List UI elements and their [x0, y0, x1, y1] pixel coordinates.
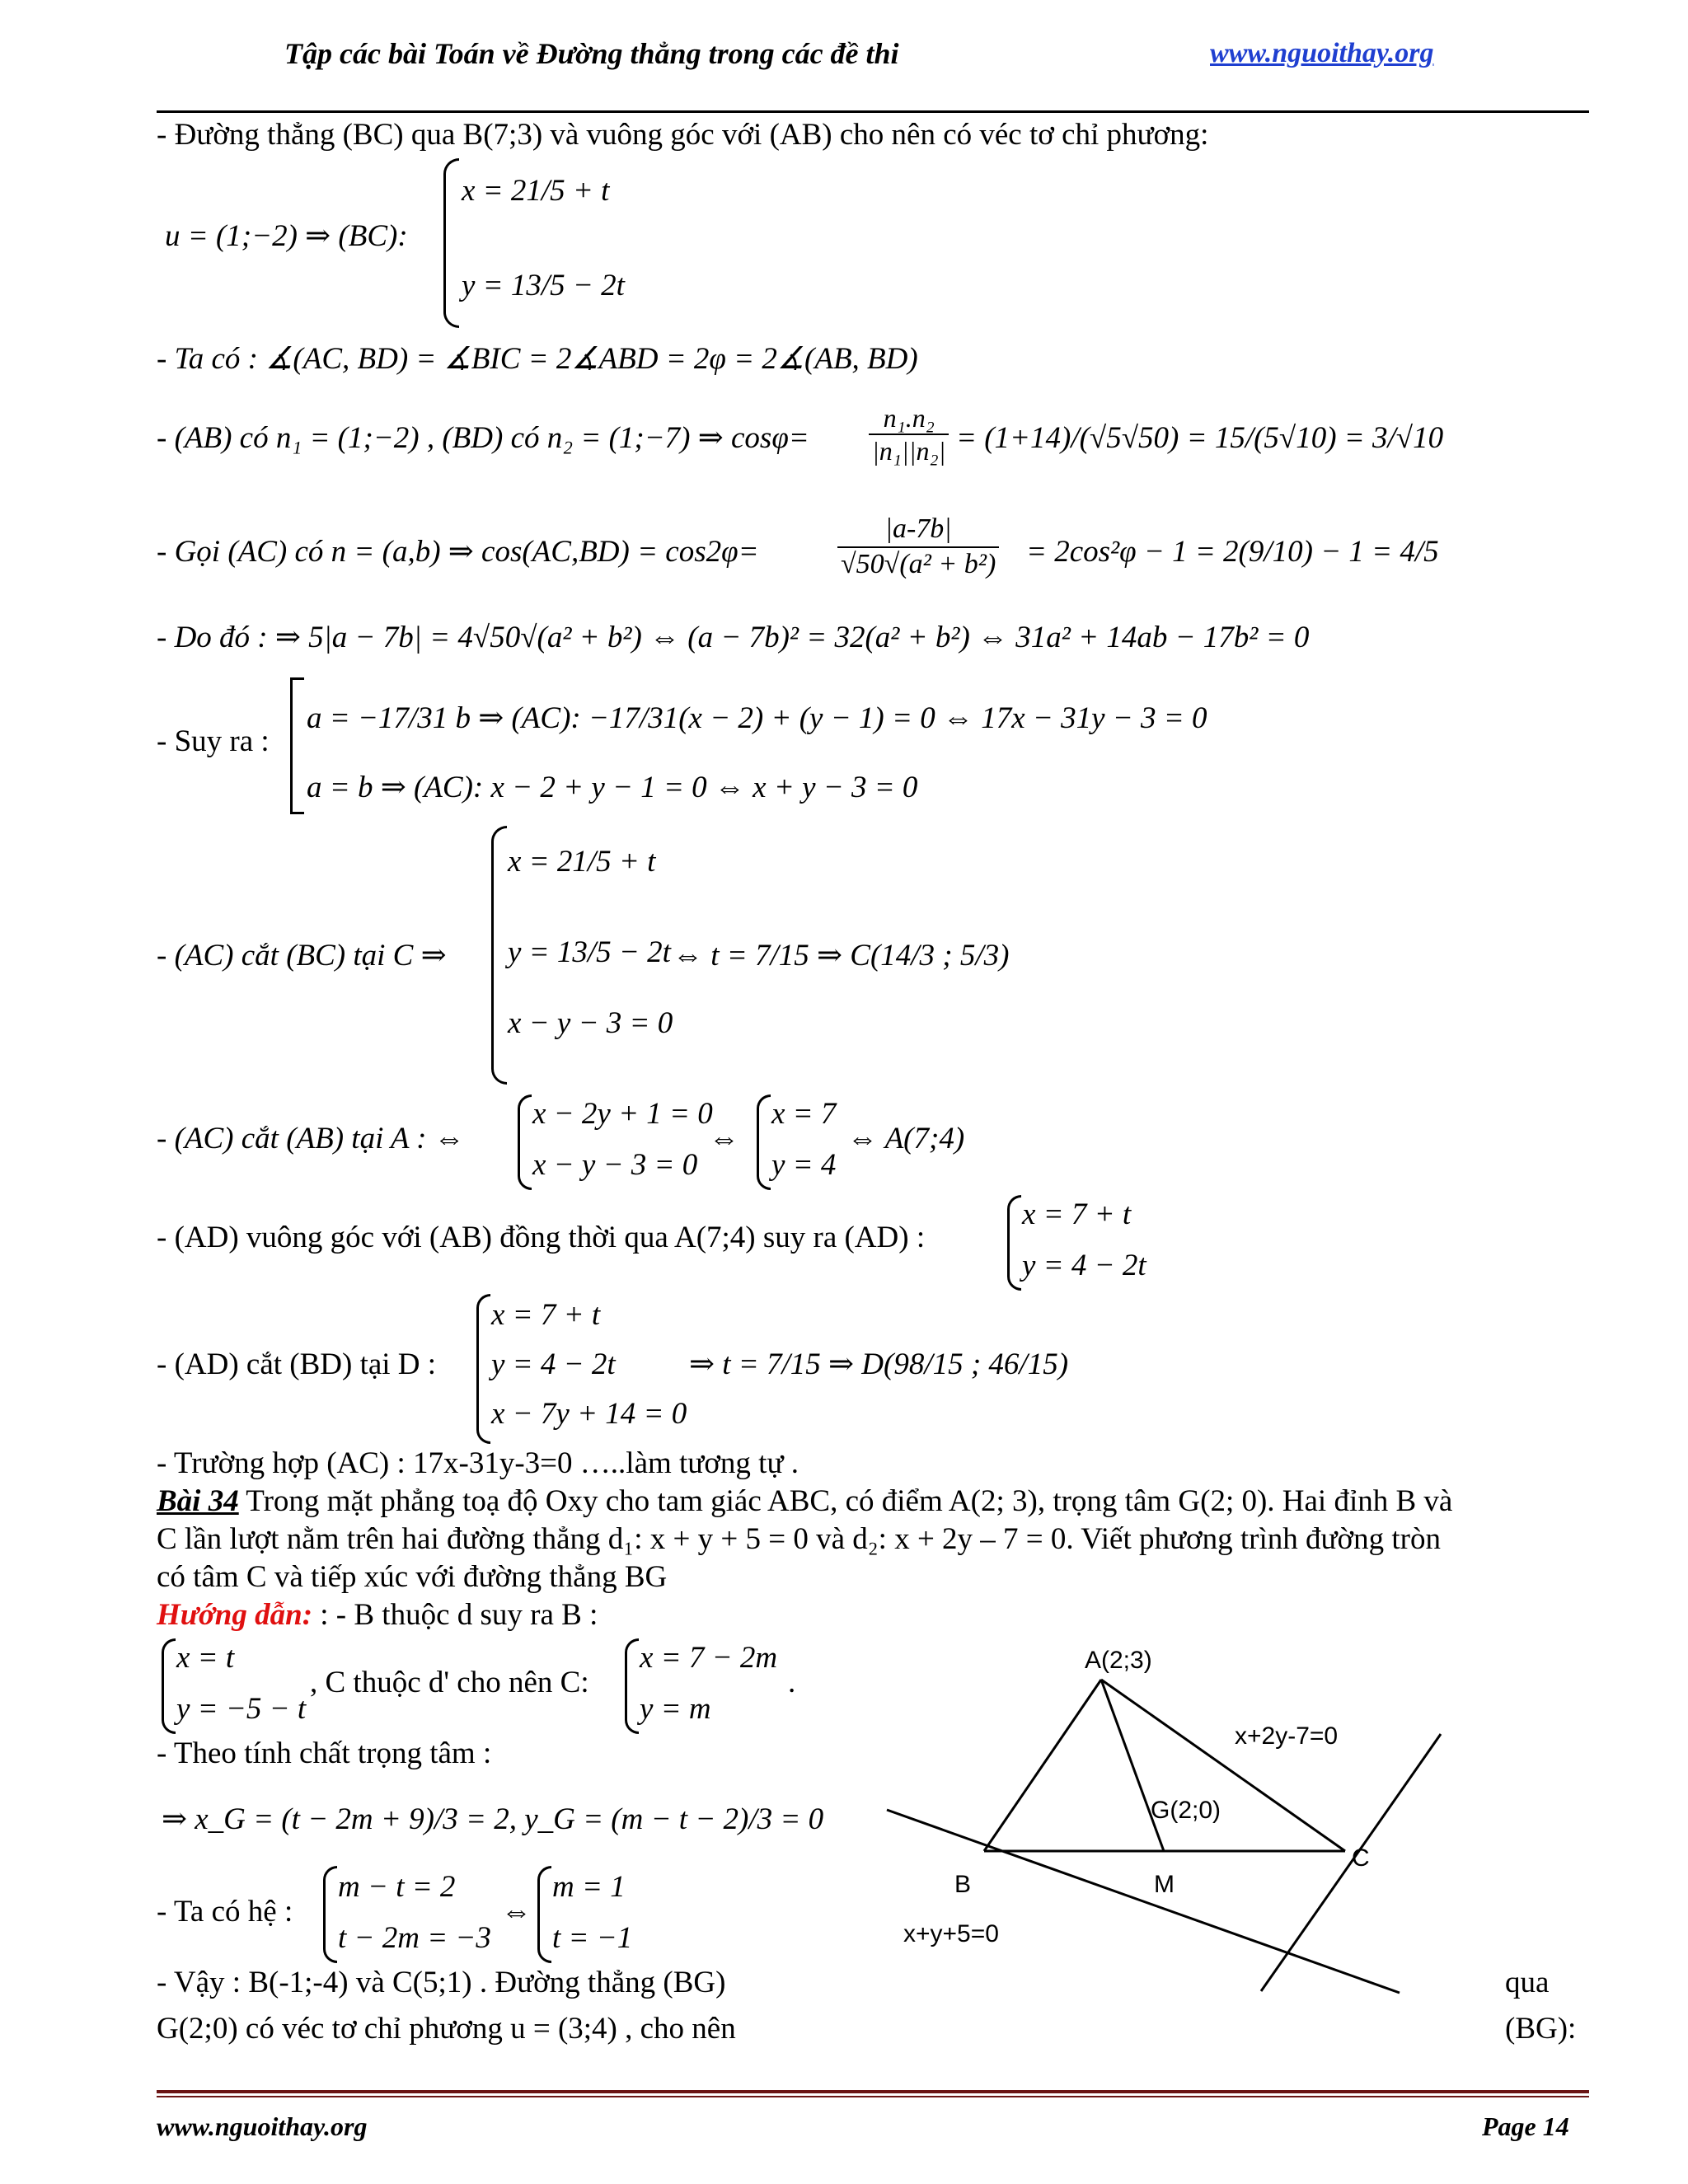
vay-line: - Vậy : B(-1;-4) và C(5;1) . Đường thẳng (BG) — [157, 1966, 726, 1999]
footer-rule-thin — [157, 2096, 1589, 2097]
label-c: C — [1352, 1844, 1370, 1872]
vay-right: qua — [1505, 1966, 1550, 1999]
side-ab — [984, 1680, 1101, 1851]
he-eq-2: t − 2m = −3 — [338, 1921, 491, 1955]
b-eq-1: x = t — [176, 1641, 235, 1675]
label-d2: x+2y-7=0 — [1235, 1722, 1339, 1750]
side-ac — [1101, 1680, 1345, 1851]
acab-eq-3: x = 7 — [771, 1097, 837, 1131]
bai-34-text-1: Trong mặt phẳng toạ độ Oxy cho tam giác ABC, có điểm A(2; 3), trọng tâm G(2; 0). Hai đỉnh B và — [238, 1484, 1453, 1518]
c-mid: , C thuộc d' cho nên C: — [310, 1666, 589, 1699]
trong-tam-line: - Theo tính chất trọng tâm : — [157, 1736, 492, 1770]
do-do-line: - Do đó : ⇒ 5|a − 7b| = 4√50√(a² + b²) ⇔ (a − 7b)² = 32(a² + b²) ⇔ 31a² + 14ab − 17b² = 0 — [157, 621, 1310, 654]
suyra-label: - Suy ra : — [157, 724, 270, 758]
header-link[interactable]: www.nguoithay.org — [1210, 38, 1434, 68]
label-b: B — [954, 1871, 972, 1898]
bc-x: x = 21/5 + t — [462, 174, 610, 208]
acab-label: - (AC) cắt (AB) tại A : ⇔ — [157, 1122, 465, 1155]
suyra-case-2: a = b ⇒ (AC): x − 2 + y − 1 = 0 ⇔ x + y − 3 = 0 — [307, 771, 918, 804]
ad-label: - (AD) vuông góc với (AB) đồng thời qua A(7;4) suy ra (AD) : — [157, 1221, 926, 1254]
c-eq-2: y = m — [640, 1692, 711, 1726]
angle-line: - Ta có : ∡(AC, BD) = ∡BIC = 2∡ABD = 2φ = 2∡(AB, BD) — [157, 342, 918, 376]
ad-eq-2: y = 4 − 2t — [1022, 1249, 1146, 1282]
adbd-eq-2: y = 4 − 2t — [491, 1347, 616, 1381]
adbd-label: - (AD) cắt (BD) tại D : — [157, 1347, 437, 1381]
huong-dan-label: Hướng dẫn: — [157, 1598, 313, 1632]
label-a: A(2;3) — [1085, 1647, 1152, 1674]
bc-y: y = 13/5 − 2t — [462, 269, 625, 302]
bai-34-text-2: C lần lượt nằm trên hai đường thẳng d₁: x + y + 5 = 0 và d₂: x + 2y – 7 = 0. Viết phương trình đường tròn — [157, 1522, 1441, 1556]
ad-eq-1: x = 7 + t — [1022, 1197, 1132, 1231]
he-eq-4: t = −1 — [552, 1921, 633, 1955]
footer-url[interactable]: www.nguoithay.org — [157, 2111, 368, 2141]
he-label: - Ta có hệ : — [157, 1895, 293, 1929]
cos2-num: |a-7b| — [837, 513, 999, 548]
b-eq-2: y = −5 − t — [176, 1692, 307, 1726]
label-d1: x+y+5=0 — [903, 1920, 999, 1947]
c-end: . — [788, 1666, 796, 1699]
cos-phi-left: - (AB) có n₁ = (1;−2) , (BD) có n₂ = (1;−7) ⇒ cosφ= — [157, 421, 809, 455]
xg-line: ⇒ x_G = (t − 2m + 9)/3 = 2, y_G = (m − t − 2)/3 = 0 — [162, 1802, 824, 1836]
label-g: G(2;0) — [1151, 1797, 1221, 1824]
adbd-eq-1: x = 7 + t — [491, 1298, 601, 1332]
cos2-left: - Gọi (AC) có n = (a,b) ⇒ cos(AC,BD) = cos2φ= — [157, 535, 759, 569]
last-line: G(2;0) có véc tơ chỉ phương u = (3;4) , cho nên — [157, 2012, 736, 2046]
acbc-eq-2: y = 13/5 − 2t — [508, 935, 671, 969]
acab-eq-1: x − 2y + 1 = 0 — [532, 1097, 713, 1131]
bc-intro: - Đường thẳng (BC) qua B(7;3) và vuông góc với (AB) cho nên có véc tơ chỉ phương: — [157, 118, 1209, 152]
adbd-eq-3: x − 7y + 14 = 0 — [491, 1397, 687, 1431]
cos-phi-num: n₁.n₂ — [869, 402, 949, 435]
acab-mid: ⇔ — [709, 1122, 739, 1155]
acbc-eq-1: x = 21/5 + t — [508, 845, 656, 879]
acab-eq-4: y = 4 — [771, 1148, 837, 1182]
bai-34-label: Bài 34 — [157, 1484, 239, 1518]
cos2-den: √50√(a² + b²) — [841, 548, 996, 579]
suyra-case-1: a = −17/31 b ⇒ (AC): −17/31(x − 2) + (y − 1) = 0 ⇔ 17x − 31y − 3 = 0 — [307, 701, 1207, 735]
acab-eq-2: x − y − 3 = 0 — [532, 1148, 698, 1182]
he-mid: ⇔ — [501, 1895, 532, 1929]
last-right: (BG): — [1505, 2012, 1577, 2046]
huong-dan-rest: : - B thuộc d suy ra B : — [312, 1598, 598, 1632]
truonghop-line: - Trường hợp (AC) : 17x-31y-3=0 …..làm tương tự . — [157, 1446, 799, 1480]
median-am — [1101, 1680, 1164, 1851]
adbd-result: ⇒ t = 7/15 ⇒ D(98/15 ; 46/15) — [689, 1347, 1069, 1381]
c-eq-1: x = 7 − 2m — [640, 1641, 778, 1675]
cos-phi-rest: = (1+14)/(√5√50) = 15/(5√10) = 3/√10 — [956, 421, 1444, 455]
bai-34-text-3: có tâm C và tiếp xúc với đường thẳng BG — [157, 1560, 668, 1594]
footer-rule-thick — [157, 2090, 1589, 2093]
acab-result: ⇔ A(7;4) — [847, 1122, 965, 1155]
bc-param-left: u = (1;−2) ⇒ (BC): — [165, 219, 408, 253]
acbc-label: - (AC) cắt (BC) tại C ⇒ — [157, 939, 447, 972]
line-d2 — [1261, 1734, 1441, 1991]
he-eq-1: m − t = 2 — [338, 1870, 456, 1904]
label-m: M — [1154, 1871, 1175, 1898]
acbc-result: ⇔ t = 7/15 ⇒ C(14/3 ; 5/3) — [673, 939, 1010, 972]
acbc-eq-3: x − y − 3 = 0 — [508, 1006, 673, 1040]
cos2-rest: = 2cos²φ − 1 = 2(9/10) − 1 = 4/5 — [1026, 535, 1439, 569]
header-title: Tập các bài Toán về Đường thẳng trong các đề thi — [284, 37, 899, 70]
he-eq-3: m = 1 — [552, 1870, 626, 1904]
page-number: Page 14 — [1482, 2111, 1569, 2141]
cos-phi-den: |n₁||n₂| — [872, 436, 946, 466]
